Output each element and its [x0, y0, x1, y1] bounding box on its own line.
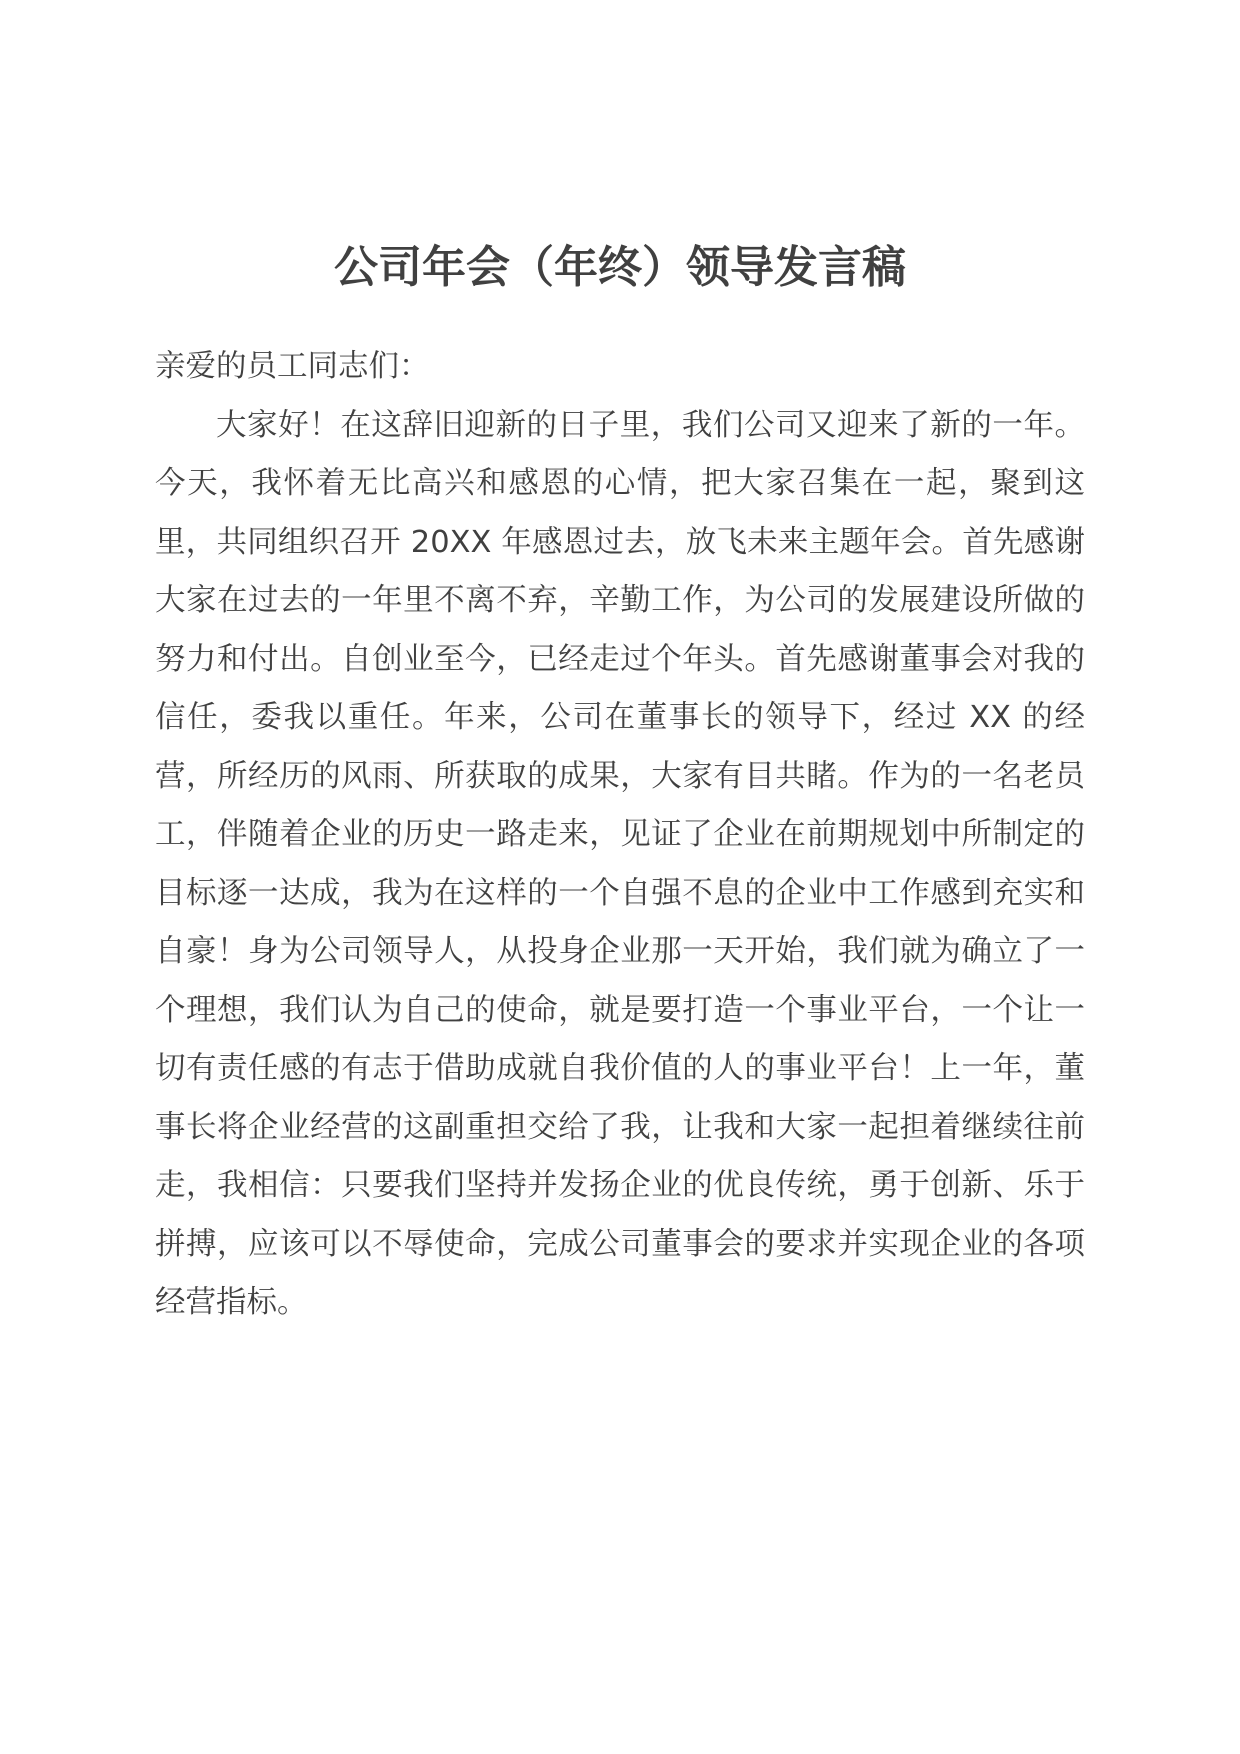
document-body: [155, 338, 1085, 1333]
body-paragraph: 大家好！在这辞旧迎新的日子里，我们公司又迎来了新的一年。今天，我怀着无比高兴和感恩的心情，把大家召集在一起，聚到这里，共同组织召开 20XX 年感恩过去，放飞未来主题年会。首先感谢大家在过去的一年里不离不弃，辛勤工作，为公司的发展建设所做的努力和付出。自创业至今，已经走过个年头。首先感谢董事会对我的信任，委我以重任。年来，公司在董事长的领导下，经过 XX 的经营，所经历的风雨、所获取的成果，大家有目共睹。作为的一名老员工，伴随着企业的历史一路走来，见证了企业在前期规划中所制定的目标逐一达成，我为在这样的一个自强不息的企业中工作感到充实和自豪！身为公司领导人，从投身企业那一天开始，我们就为确立了一个理想，我们认为自己的使命，就是要打造一个事业平台，一个让一切有责任感的有志于借助成就自我价值的人的事业平台！上一年，董事长将企业经营的这副重担交给了我，让我和大家一起担着继续往前走，我相信：只要我们坚持并发扬企业的优良传统，勇于创新、乐于拼搏，应该可以不辱使命，完成公司董事会的要求并实现企业的各项经营指标。: [155, 407, 1085, 1320]
document-title: 公司年会（年终）领导发言稿: [334, 242, 906, 293]
salutation: 亲爱的员工同志们：: [155, 349, 430, 384]
